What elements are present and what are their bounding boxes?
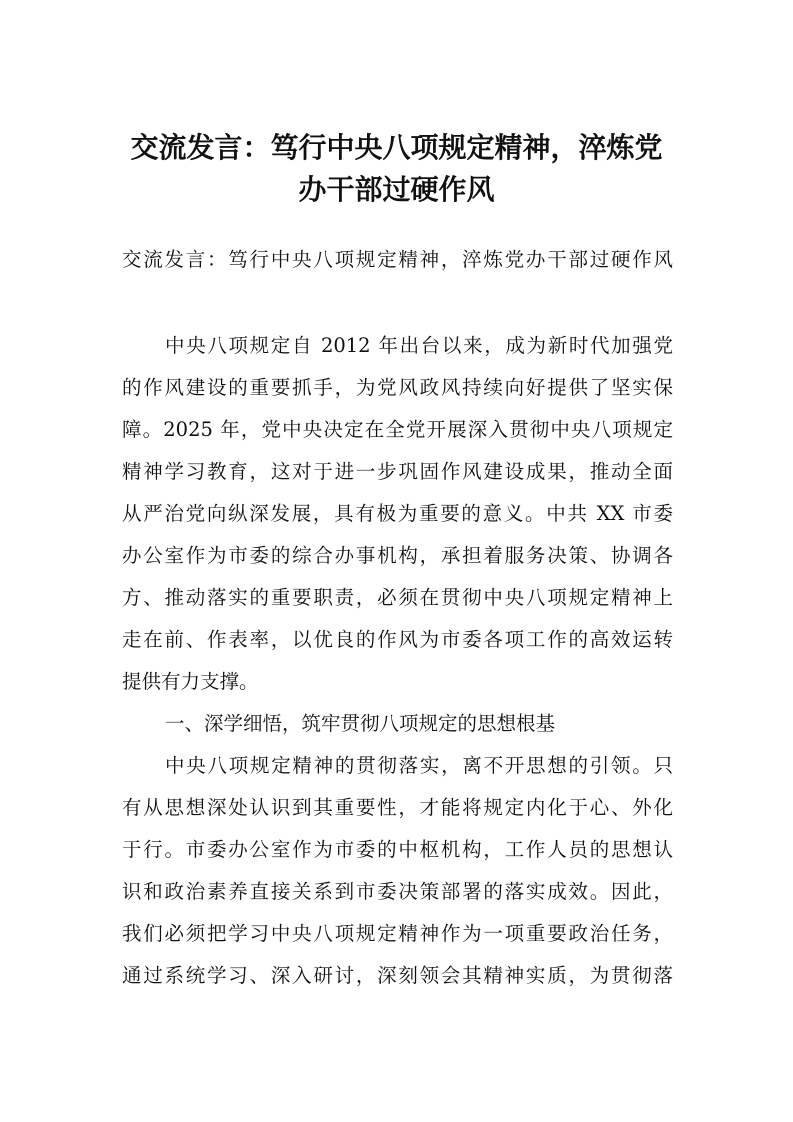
paragraph-1-line: 中央八项规定自 2012 年出台以来，成为新时代加强党 bbox=[165, 334, 673, 357]
paragraph-2-line: 通过系统学习、深入研讨，深刻领会其精神实质，为贯彻落 bbox=[122, 964, 673, 987]
paragraph-1-line: 从严治党向纵深发展，具有极为重要的意义。中共 XX 市委 bbox=[122, 502, 673, 525]
paragraph-2-line: 于行。市委办公室作为市委的中枢机构，工作人员的思想认 bbox=[122, 838, 673, 861]
paragraph-1-line: 走在前、作表率，以优良的作风为市委各项工作的高效运转 bbox=[122, 628, 673, 651]
paragraph-1-line: 精神学习教育，这对于进一步巩固作风建设成果，推动全面 bbox=[122, 460, 673, 483]
paragraph-2-line: 识和政治素养直接关系到市委决策部署的落实成效。因此， bbox=[122, 880, 673, 903]
paragraph-2-line: 我们必须把学习中央八项规定精神作为一项重要政治任务， bbox=[122, 922, 673, 945]
document-title-line-1: 交流发言：笃行中央八项规定精神，淬炼党 bbox=[130, 131, 663, 164]
paragraph-1-line: 办公室作为市委的综合办事机构，承担着服务决策、协调各 bbox=[122, 544, 673, 567]
document-subtitle: 交流发言：笃行中央八项规定精神，淬炼党办干部过硬作风 bbox=[122, 248, 673, 271]
section-heading-1: 一、深学细悟，筑牢贯彻八项规定的思想根基 bbox=[165, 712, 556, 735]
paragraph-1-line: 的作风建设的重要抓手，为党风政风持续向好提供了坚实保 bbox=[122, 376, 673, 399]
paragraph-2-line: 有从思想深处认识到其重要性，才能将规定内化于心、外化 bbox=[122, 796, 673, 819]
paragraph-1-line: 提供有力支撑。 bbox=[122, 670, 259, 693]
paragraph-1-line: 障。2025 年，党中央决定在全党开展深入贯彻中央八项规定 bbox=[122, 418, 673, 441]
paragraph-1-line: 方、推动落实的重要职责，必须在贯彻中央八项规定精神上 bbox=[122, 586, 673, 609]
document-title-line-2: 办干部过硬作风 bbox=[298, 173, 495, 206]
paragraph-2-line: 中央八项规定精神的贯彻落实，离不开思想的引领。只 bbox=[165, 754, 673, 777]
